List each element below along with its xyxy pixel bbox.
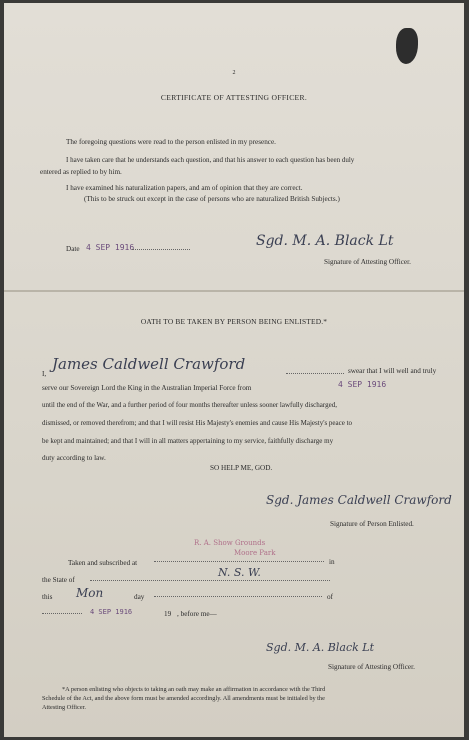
so-help-me-god: SO HELP ME, GOD. (210, 464, 273, 472)
oath-line-5: be kept and maintained; and that I will in all matters appertaining to my service, faithfully discharge my (42, 437, 334, 445)
certificate-line-4: (This to be struck out except in the case of persons who are naturalized British Subjects.) (84, 195, 340, 203)
certificate-line-2a: I have taken care that he understands each question, and that his answer to each question has been duly (66, 156, 355, 164)
certificate-title: CERTIFICATE OF ATTESTING OFFICER. (160, 93, 308, 102)
paper-tear (396, 28, 418, 64)
oath-line-6: duty according to law. (42, 454, 106, 462)
oath-line-3: until the end of the War, and a further period of four months thereafter unless sooner lawfully discharged, (42, 401, 337, 409)
certificate-date-stamp: 4 SEP 1916 (86, 243, 135, 252)
certificate-signature: Sgd. M. A. Black Lt (256, 233, 394, 249)
certificate-line-2b: entered as replied to by him. (40, 168, 122, 176)
state-handwritten: N. S. W. (218, 566, 261, 579)
place-dotted-line (154, 561, 324, 562)
oath-line-2: serve our Sovereign Lord the King in the Australian Imperial Force from (42, 384, 252, 392)
subscribed-signature: Sgd. M. A. Black Lt (266, 641, 375, 654)
of-label: of (327, 593, 333, 601)
oath-i-label: I, (42, 370, 47, 378)
enlistee-signature-caption: Signature of Person Enlisted. (330, 520, 414, 528)
enlistee-signature: Sgd. James Caldwell Crawford (266, 493, 452, 507)
attestation-page (4, 3, 464, 737)
fold-line (4, 290, 464, 292)
oath-line-4: dismissed, or removed therefrom; and that I will resist His Majesty's enemies and cause His Majesty's peace to (42, 419, 353, 427)
name-dotted-line (286, 373, 344, 374)
in-label: in (329, 558, 335, 566)
place-stamp-line-2: Moore Park (234, 549, 276, 557)
page-number: 2 (232, 70, 236, 76)
state-label: the State of (42, 576, 75, 584)
oath-title: OATH TO BE TAKEN BY PERSON BEING ENLISTED.* (140, 317, 328, 326)
place-stamp-line-1: R. A. Show Grounds (194, 539, 266, 547)
state-dotted-line (90, 580, 330, 581)
certificate-line-1: The foregoing questions were read to the person enlisted in my presence. (66, 138, 276, 146)
before-me-label: , before me— (177, 610, 217, 618)
certificate-signature-caption: Signature of Attesting Officer. (324, 258, 411, 266)
subscribed-signature-caption: Signature of Attesting Officer. (328, 663, 415, 671)
taken-subscribed-label: Taken and subscribed at (68, 559, 138, 567)
enlistee-name: James Caldwell Crawford (52, 355, 246, 373)
day-label: day (134, 593, 145, 601)
day-handwritten: Mon (76, 586, 104, 600)
date-dotted-line (132, 249, 190, 250)
footnote-line-1: *A person enlisting who objects to taking an oath may make an affirmation in accordance with the Third (62, 686, 326, 693)
subscribed-date-stamp: 4 SEP 1916 (90, 608, 133, 616)
this-label: this (42, 593, 53, 601)
oath-from-stamp: 4 SEP 1916 (338, 380, 387, 389)
month-dotted-line (154, 596, 322, 597)
oath-line-1-end: swear that I will well and truly (348, 367, 437, 375)
date-label: Date (66, 245, 80, 253)
footnote-line-3: Attesting Officer. (42, 704, 86, 711)
footnote-line-2: Schedule of the Act, and the above form must be amended accordingly. All amendments must be initialed by the (42, 695, 325, 702)
year-label: 19 (164, 610, 172, 618)
certificate-line-3: I have examined his naturalization papers, and am of opinion that they are correct. (66, 184, 303, 192)
year-lead-dotted-line (42, 613, 82, 614)
